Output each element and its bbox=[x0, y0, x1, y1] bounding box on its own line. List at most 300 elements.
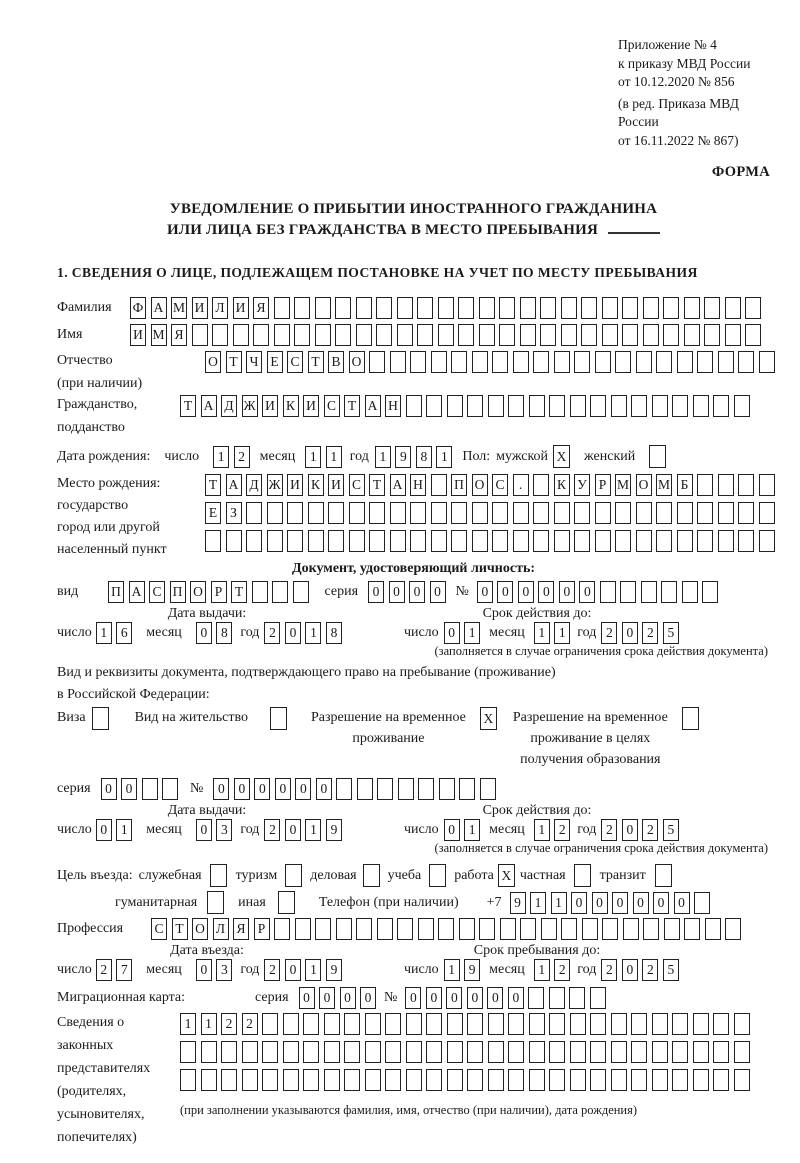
char-box[interactable] bbox=[356, 297, 372, 319]
char-box[interactable]: 0 bbox=[285, 959, 301, 981]
char-box[interactable]: 2 bbox=[264, 622, 280, 644]
char-box[interactable]: 9 bbox=[395, 446, 411, 468]
char-box[interactable] bbox=[615, 502, 631, 524]
char-box[interactable] bbox=[283, 1013, 299, 1035]
char-box[interactable]: С bbox=[492, 474, 508, 496]
char-box[interactable] bbox=[602, 918, 618, 940]
char-box[interactable] bbox=[294, 297, 310, 319]
char-box[interactable]: И bbox=[262, 395, 278, 417]
char-box[interactable]: О bbox=[190, 581, 206, 603]
residence-issue-year[interactable] bbox=[264, 819, 342, 841]
char-box[interactable] bbox=[533, 502, 549, 524]
char-box[interactable] bbox=[283, 1069, 299, 1091]
char-box[interactable] bbox=[684, 918, 700, 940]
char-box[interactable]: 1 bbox=[305, 819, 321, 841]
char-box[interactable] bbox=[406, 395, 422, 417]
char-box[interactable] bbox=[479, 324, 495, 346]
char-box[interactable] bbox=[438, 918, 454, 940]
char-box[interactable]: И bbox=[233, 297, 249, 319]
char-box[interactable] bbox=[652, 1013, 668, 1035]
char-box[interactable]: 8 bbox=[326, 622, 342, 644]
char-box[interactable]: 0 bbox=[295, 778, 311, 800]
char-box[interactable] bbox=[693, 395, 709, 417]
char-box[interactable] bbox=[529, 395, 545, 417]
char-box[interactable]: 1 bbox=[464, 819, 480, 841]
char-box[interactable] bbox=[406, 1013, 422, 1035]
char-box[interactable]: 5 bbox=[663, 819, 679, 841]
char-box[interactable] bbox=[267, 530, 283, 552]
char-box[interactable] bbox=[459, 778, 475, 800]
char-box[interactable] bbox=[447, 1041, 463, 1063]
char-box[interactable] bbox=[581, 297, 597, 319]
char-box[interactable]: 2 bbox=[242, 1013, 258, 1035]
char-box[interactable]: 1 bbox=[444, 959, 460, 981]
char-box[interactable]: Ф bbox=[130, 297, 146, 319]
char-box[interactable] bbox=[363, 864, 380, 887]
temp-residence-checkbox[interactable] bbox=[480, 707, 497, 730]
char-box[interactable] bbox=[488, 1069, 504, 1091]
char-box[interactable]: 0 bbox=[275, 778, 291, 800]
char-box[interactable] bbox=[262, 1041, 278, 1063]
char-box[interactable]: А bbox=[226, 474, 242, 496]
residence-expiry-day[interactable] bbox=[444, 819, 481, 841]
stay-month[interactable] bbox=[534, 959, 571, 981]
char-box[interactable]: Ж bbox=[267, 474, 283, 496]
char-box[interactable]: 0 bbox=[409, 581, 425, 603]
sex-male-checkbox[interactable] bbox=[553, 445, 570, 468]
char-box[interactable]: Д bbox=[221, 395, 237, 417]
char-box[interactable] bbox=[303, 1041, 319, 1063]
char-box[interactable]: О bbox=[472, 474, 488, 496]
char-box[interactable] bbox=[529, 1041, 545, 1063]
char-box[interactable]: Т bbox=[180, 395, 196, 417]
char-box[interactable] bbox=[713, 1013, 729, 1035]
char-box[interactable]: С bbox=[149, 581, 165, 603]
char-box[interactable] bbox=[561, 324, 577, 346]
entry-year[interactable] bbox=[264, 959, 342, 981]
entry-month[interactable] bbox=[196, 959, 233, 981]
char-box[interactable] bbox=[663, 297, 679, 319]
char-box[interactable] bbox=[278, 891, 295, 914]
char-box[interactable] bbox=[602, 324, 618, 346]
char-box[interactable] bbox=[508, 395, 524, 417]
char-box[interactable] bbox=[694, 892, 710, 914]
birthplace-boxes-row2[interactable] bbox=[205, 502, 775, 524]
char-box[interactable] bbox=[252, 581, 268, 603]
char-box[interactable]: Т bbox=[205, 474, 221, 496]
char-box[interactable] bbox=[426, 1013, 442, 1035]
char-box[interactable] bbox=[369, 530, 385, 552]
char-box[interactable]: С bbox=[324, 395, 340, 417]
char-box[interactable] bbox=[672, 1041, 688, 1063]
char-box[interactable] bbox=[677, 530, 693, 552]
char-box[interactable] bbox=[458, 324, 474, 346]
char-box[interactable]: М bbox=[151, 324, 167, 346]
char-box[interactable] bbox=[390, 530, 406, 552]
char-box[interactable]: 9 bbox=[510, 892, 526, 914]
char-box[interactable] bbox=[549, 1069, 565, 1091]
char-box[interactable] bbox=[293, 581, 309, 603]
char-box[interactable] bbox=[611, 395, 627, 417]
char-box[interactable] bbox=[431, 502, 447, 524]
char-box[interactable] bbox=[492, 502, 508, 524]
char-box[interactable] bbox=[324, 1013, 340, 1035]
char-box[interactable] bbox=[349, 502, 365, 524]
identity-issue-month[interactable] bbox=[196, 622, 233, 644]
char-box[interactable] bbox=[672, 395, 688, 417]
char-box[interactable] bbox=[246, 530, 262, 552]
char-box[interactable] bbox=[233, 324, 249, 346]
char-box[interactable] bbox=[611, 1041, 627, 1063]
char-box[interactable]: М bbox=[171, 297, 187, 319]
char-box[interactable]: 6 bbox=[116, 622, 132, 644]
char-box[interactable] bbox=[242, 1041, 258, 1063]
char-box[interactable] bbox=[738, 530, 754, 552]
char-box[interactable] bbox=[718, 502, 734, 524]
char-box[interactable] bbox=[272, 581, 288, 603]
char-box[interactable]: К bbox=[554, 474, 570, 496]
char-box[interactable] bbox=[406, 1069, 422, 1091]
char-box[interactable] bbox=[377, 778, 393, 800]
char-box[interactable] bbox=[356, 324, 372, 346]
char-box[interactable] bbox=[488, 395, 504, 417]
char-box[interactable]: 2 bbox=[234, 446, 250, 468]
char-box[interactable]: Л bbox=[212, 297, 228, 319]
char-box[interactable]: С bbox=[287, 351, 303, 373]
char-box[interactable]: 0 bbox=[538, 581, 554, 603]
char-box[interactable] bbox=[390, 351, 406, 373]
char-box[interactable] bbox=[533, 351, 549, 373]
char-box[interactable] bbox=[447, 395, 463, 417]
char-box[interactable]: 1 bbox=[534, 819, 550, 841]
char-box[interactable] bbox=[561, 297, 577, 319]
char-box[interactable] bbox=[458, 297, 474, 319]
char-box[interactable]: 1 bbox=[554, 622, 570, 644]
char-box[interactable] bbox=[429, 864, 446, 887]
char-box[interactable] bbox=[390, 502, 406, 524]
char-box[interactable] bbox=[142, 778, 158, 800]
char-box[interactable]: 1 bbox=[180, 1013, 196, 1035]
char-box[interactable] bbox=[590, 987, 606, 1009]
char-box[interactable] bbox=[344, 1069, 360, 1091]
char-box[interactable] bbox=[274, 324, 290, 346]
char-box[interactable] bbox=[570, 395, 586, 417]
char-box[interactable]: 0 bbox=[467, 987, 483, 1009]
char-box[interactable] bbox=[492, 351, 508, 373]
char-box[interactable] bbox=[426, 395, 442, 417]
char-box[interactable] bbox=[554, 530, 570, 552]
char-box[interactable] bbox=[201, 1041, 217, 1063]
char-box[interactable]: 2 bbox=[554, 819, 570, 841]
char-box[interactable] bbox=[287, 530, 303, 552]
char-box[interactable] bbox=[431, 351, 447, 373]
char-box[interactable] bbox=[520, 324, 536, 346]
char-box[interactable] bbox=[549, 987, 565, 1009]
char-box[interactable] bbox=[459, 918, 475, 940]
char-box[interactable]: 0 bbox=[518, 581, 534, 603]
char-box[interactable]: X bbox=[553, 445, 570, 468]
char-box[interactable] bbox=[533, 474, 549, 496]
char-box[interactable] bbox=[590, 1069, 606, 1091]
char-box[interactable]: 9 bbox=[326, 819, 342, 841]
char-box[interactable]: 2 bbox=[601, 622, 617, 644]
char-box[interactable] bbox=[745, 324, 761, 346]
char-box[interactable] bbox=[704, 324, 720, 346]
char-box[interactable] bbox=[180, 1041, 196, 1063]
char-box[interactable]: 0 bbox=[426, 987, 442, 1009]
char-box[interactable] bbox=[759, 474, 775, 496]
char-box[interactable]: О bbox=[205, 351, 221, 373]
char-box[interactable] bbox=[438, 324, 454, 346]
char-box[interactable]: 0 bbox=[405, 987, 421, 1009]
char-box[interactable] bbox=[324, 1041, 340, 1063]
char-box[interactable] bbox=[661, 581, 677, 603]
char-box[interactable] bbox=[513, 530, 529, 552]
char-box[interactable] bbox=[385, 1013, 401, 1035]
char-box[interactable]: 0 bbox=[389, 581, 405, 603]
char-box[interactable] bbox=[713, 395, 729, 417]
char-box[interactable]: Т bbox=[226, 351, 242, 373]
char-box[interactable]: Т bbox=[308, 351, 324, 373]
char-box[interactable]: А bbox=[129, 581, 145, 603]
char-box[interactable] bbox=[574, 351, 590, 373]
residence-permit-checkbox[interactable] bbox=[270, 707, 287, 730]
char-box[interactable]: 5 bbox=[663, 622, 679, 644]
char-box[interactable]: П bbox=[108, 581, 124, 603]
char-box[interactable]: 2 bbox=[642, 959, 658, 981]
char-box[interactable]: 0 bbox=[633, 892, 649, 914]
char-box[interactable]: 0 bbox=[101, 778, 117, 800]
char-box[interactable]: 0 bbox=[559, 581, 575, 603]
char-box[interactable]: 9 bbox=[464, 959, 480, 981]
char-box[interactable]: 0 bbox=[213, 778, 229, 800]
char-box[interactable] bbox=[656, 502, 672, 524]
char-box[interactable]: Т bbox=[172, 918, 188, 940]
char-box[interactable] bbox=[636, 351, 652, 373]
char-box[interactable]: 0 bbox=[612, 892, 628, 914]
char-box[interactable] bbox=[615, 351, 631, 373]
char-box[interactable] bbox=[418, 918, 434, 940]
char-box[interactable]: 0 bbox=[444, 819, 460, 841]
char-box[interactable]: 0 bbox=[234, 778, 250, 800]
char-box[interactable]: Е bbox=[267, 351, 283, 373]
char-box[interactable]: 0 bbox=[196, 819, 212, 841]
char-box[interactable] bbox=[652, 1041, 668, 1063]
char-box[interactable] bbox=[520, 918, 536, 940]
char-box[interactable] bbox=[431, 530, 447, 552]
char-box[interactable] bbox=[365, 1041, 381, 1063]
char-box[interactable]: 0 bbox=[592, 892, 608, 914]
char-box[interactable] bbox=[335, 324, 351, 346]
char-box[interactable] bbox=[590, 1041, 606, 1063]
char-box[interactable]: 0 bbox=[430, 581, 446, 603]
char-box[interactable]: 0 bbox=[319, 987, 335, 1009]
birth-month-boxes[interactable] bbox=[305, 446, 342, 468]
char-box[interactable] bbox=[549, 1041, 565, 1063]
char-box[interactable] bbox=[447, 1013, 463, 1035]
char-box[interactable] bbox=[467, 1041, 483, 1063]
char-box[interactable] bbox=[335, 297, 351, 319]
char-box[interactable]: 0 bbox=[508, 987, 524, 1009]
char-box[interactable] bbox=[725, 324, 741, 346]
char-box[interactable]: 0 bbox=[444, 622, 460, 644]
char-box[interactable] bbox=[672, 1013, 688, 1035]
char-box[interactable] bbox=[451, 530, 467, 552]
char-box[interactable]: И bbox=[192, 297, 208, 319]
legal-reps-boxes-row2[interactable] bbox=[180, 1041, 750, 1063]
residence-issue-day[interactable] bbox=[96, 819, 133, 841]
char-box[interactable] bbox=[643, 918, 659, 940]
sex-female-checkbox[interactable] bbox=[649, 445, 666, 468]
char-box[interactable] bbox=[283, 1041, 299, 1063]
char-box[interactable]: 0 bbox=[285, 622, 301, 644]
char-box[interactable]: И bbox=[287, 474, 303, 496]
char-box[interactable]: 1 bbox=[213, 446, 229, 468]
char-box[interactable] bbox=[315, 297, 331, 319]
char-box[interactable] bbox=[315, 324, 331, 346]
char-box[interactable]: 1 bbox=[534, 622, 550, 644]
char-box[interactable] bbox=[410, 530, 426, 552]
char-box[interactable] bbox=[623, 918, 639, 940]
char-box[interactable] bbox=[643, 297, 659, 319]
char-box[interactable]: Н bbox=[385, 395, 401, 417]
char-box[interactable] bbox=[672, 1069, 688, 1091]
profession-boxes[interactable] bbox=[151, 918, 741, 940]
char-box[interactable] bbox=[274, 297, 290, 319]
char-box[interactable]: Ж bbox=[242, 395, 258, 417]
char-box[interactable]: 0 bbox=[299, 987, 315, 1009]
char-box[interactable] bbox=[207, 891, 224, 914]
char-box[interactable] bbox=[226, 530, 242, 552]
char-box[interactable]: М bbox=[615, 474, 631, 496]
purpose-work-checkbox[interactable] bbox=[498, 864, 515, 887]
char-box[interactable] bbox=[262, 1069, 278, 1091]
char-box[interactable] bbox=[369, 502, 385, 524]
visa-checkbox[interactable] bbox=[92, 707, 109, 730]
char-box[interactable] bbox=[287, 502, 303, 524]
char-box[interactable] bbox=[488, 1013, 504, 1035]
char-box[interactable] bbox=[611, 1013, 627, 1035]
char-box[interactable] bbox=[615, 530, 631, 552]
char-box[interactable]: П bbox=[170, 581, 186, 603]
char-box[interactable] bbox=[664, 918, 680, 940]
char-box[interactable]: Л bbox=[213, 918, 229, 940]
char-box[interactable] bbox=[549, 1013, 565, 1035]
char-box[interactable] bbox=[513, 502, 529, 524]
doc-type-boxes[interactable] bbox=[108, 581, 309, 603]
char-box[interactable] bbox=[447, 1069, 463, 1091]
char-box[interactable] bbox=[365, 1013, 381, 1035]
char-box[interactable] bbox=[528, 987, 544, 1009]
char-box[interactable] bbox=[561, 918, 577, 940]
char-box[interactable] bbox=[697, 502, 713, 524]
char-box[interactable] bbox=[718, 530, 734, 552]
char-box[interactable]: 2 bbox=[264, 819, 280, 841]
char-box[interactable] bbox=[451, 502, 467, 524]
char-box[interactable]: 1 bbox=[326, 446, 342, 468]
char-box[interactable]: 1 bbox=[305, 959, 321, 981]
char-box[interactable] bbox=[410, 502, 426, 524]
char-box[interactable] bbox=[439, 778, 455, 800]
char-box[interactable]: 0 bbox=[196, 622, 212, 644]
char-box[interactable] bbox=[622, 324, 638, 346]
char-box[interactable] bbox=[500, 918, 516, 940]
char-box[interactable] bbox=[246, 502, 262, 524]
char-box[interactable] bbox=[620, 581, 636, 603]
identity-issue-day[interactable] bbox=[96, 622, 133, 644]
char-box[interactable] bbox=[684, 297, 700, 319]
char-box[interactable]: И bbox=[130, 324, 146, 346]
char-box[interactable]: А bbox=[390, 474, 406, 496]
char-box[interactable]: А bbox=[201, 395, 217, 417]
char-box[interactable]: К bbox=[283, 395, 299, 417]
char-box[interactable] bbox=[529, 1013, 545, 1035]
temp-residence-education-checkbox[interactable] bbox=[682, 707, 699, 730]
legal-reps-boxes-row3[interactable] bbox=[180, 1069, 750, 1091]
char-box[interactable] bbox=[631, 1013, 647, 1035]
char-box[interactable]: Я bbox=[253, 297, 269, 319]
purpose-official-checkbox[interactable] bbox=[210, 864, 227, 887]
residence-expiry-year[interactable] bbox=[601, 819, 679, 841]
char-box[interactable] bbox=[734, 1069, 750, 1091]
char-box[interactable] bbox=[431, 474, 447, 496]
char-box[interactable] bbox=[663, 324, 679, 346]
birth-day-boxes[interactable] bbox=[213, 446, 250, 468]
char-box[interactable] bbox=[508, 1069, 524, 1091]
char-box[interactable]: А bbox=[151, 297, 167, 319]
char-box[interactable] bbox=[655, 864, 672, 887]
char-box[interactable] bbox=[376, 324, 392, 346]
char-box[interactable]: Р bbox=[254, 918, 270, 940]
char-box[interactable] bbox=[590, 1013, 606, 1035]
char-box[interactable] bbox=[205, 530, 221, 552]
char-box[interactable] bbox=[418, 778, 434, 800]
doc-series-boxes[interactable] bbox=[368, 581, 446, 603]
char-box[interactable] bbox=[697, 530, 713, 552]
char-box[interactable] bbox=[285, 864, 302, 887]
char-box[interactable]: З bbox=[226, 502, 242, 524]
char-box[interactable] bbox=[622, 297, 638, 319]
char-box[interactable] bbox=[656, 351, 672, 373]
char-box[interactable] bbox=[738, 351, 754, 373]
char-box[interactable] bbox=[472, 502, 488, 524]
char-box[interactable] bbox=[210, 864, 227, 887]
identity-expiry-month[interactable] bbox=[534, 622, 571, 644]
char-box[interactable]: М bbox=[656, 474, 672, 496]
char-box[interactable] bbox=[652, 395, 668, 417]
char-box[interactable]: И bbox=[328, 474, 344, 496]
givenname-boxes[interactable] bbox=[130, 324, 761, 346]
char-box[interactable] bbox=[529, 1069, 545, 1091]
residence-expiry-month[interactable] bbox=[534, 819, 571, 841]
char-box[interactable] bbox=[520, 297, 536, 319]
char-box[interactable] bbox=[759, 502, 775, 524]
char-box[interactable] bbox=[652, 1069, 668, 1091]
char-box[interactable]: 0 bbox=[254, 778, 270, 800]
char-box[interactable] bbox=[270, 707, 287, 730]
char-box[interactable]: Б bbox=[677, 474, 693, 496]
purpose-transit-checkbox[interactable] bbox=[655, 864, 672, 887]
char-box[interactable] bbox=[467, 1069, 483, 1091]
char-box[interactable] bbox=[704, 297, 720, 319]
char-box[interactable]: 1 bbox=[201, 1013, 217, 1035]
purpose-tourism-checkbox[interactable] bbox=[285, 864, 302, 887]
char-box[interactable] bbox=[242, 1069, 258, 1091]
char-box[interactable] bbox=[397, 297, 413, 319]
char-box[interactable] bbox=[581, 324, 597, 346]
char-box[interactable] bbox=[479, 918, 495, 940]
char-box[interactable]: Р bbox=[595, 474, 611, 496]
